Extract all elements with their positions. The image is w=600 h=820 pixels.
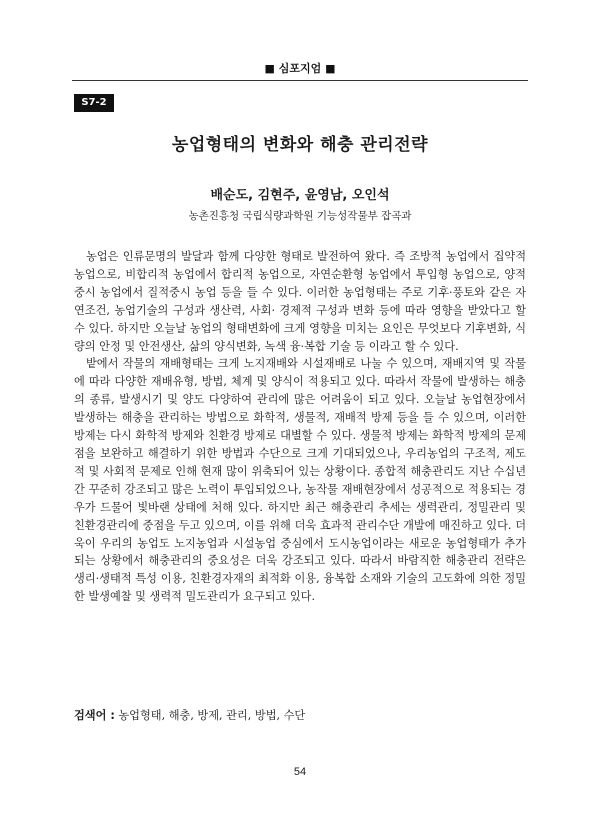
paper-authors: 배순도, 김현주, 윤영남, 오인석 xyxy=(210,188,390,203)
paper-affiliation: 농촌진흥청 국립식량과학원 기능성작물부 잡곡과 xyxy=(188,210,412,222)
header-rule xyxy=(72,80,528,81)
keywords-label: 검색어 : xyxy=(74,709,115,722)
abstract-paragraph: 농업은 인류문명의 발달과 함께 다양한 형태로 발전하여 왔다. 즉 조방적 농업에서 집약적 농업으로, 비합리적 농업에서 합리적 농업으로, 자연순환형 농업에서 투입형 농업으로, 양적중시 농업에서 질적중시 농업 등을 들 수 있다. 이러한 농업형태는 주로 기후·풍토와 같은 자연조건, 농업기술의 구성과 생산력, 사회· 경제적 구성과 변화 등에 따라 영향을 받았다고 할 수 있다. 하지만 오늘날 농업의 형태변화에 크게 영향을 미치는 요인은 무엇보다 기후변화, 식량의 안정 및 안전생산, 삶의 양식변화, 녹색 융·복합 기술 등 이라고 할 수 있다. xyxy=(74,250,526,353)
keywords-text: 농업형태, 해충, 방제, 관리, 방법, 수단 xyxy=(118,709,306,722)
paper-code-badge: S7-2 xyxy=(74,94,114,112)
abstract-body xyxy=(74,248,526,606)
section-header: ■ 심포지엄 ■ xyxy=(264,62,336,75)
page-number: 54 xyxy=(293,766,307,778)
keywords-line xyxy=(74,707,526,724)
abstract-paragraph: 밭에서 작물의 재배형태는 크게 노지재배와 시설재배로 나눌 수 있으며, 재배지역 및 작물에 따라 다양한 재배유형, 방법, 체계 및 양식이 적용되고 있다. 따라서 작물에 발생하는 해충의 종류, 발생시기 및 양도 다양하여 관리에 많은 어려움이 되고 있다. 오늘날 농업현장에서 발생하는 해충을 관리하는 방법으로 화학적, 생물적, 재배적 방제 등을 들 수 있으며, 이러한 방제는 다시 화학적 방제와 친환경 방제로 대별할 수 있다. 생물적 방제는 화학적 방제의 문제점을 보완하고 해결하기 위한 방법과 수단으로 크게 기대되었으나, 우리농업의 구조적, 제도적 및 사회적 문제로 인해 현재 많이 위축되어 있는 상황이다. 종합적 해충관리도 지난 수십년간 꾸준히 강조되고 많은 노력이 투입되었으나, 농작물 재배현장에서 성공적으로 적용되는 경우가 드물어 빛바랜 상태에 처해 있다. 하지만 최근 해충관리 추세는 생력관리, 정밀관리 및 친환경관리에 중점을 두고 있으며, 이를 위해 더욱 효과적 관리수단 개발에 매진하고 있다. 더욱이 우리의 농업도 노지농업과 시설농업 중심에서 도시농업이라는 새로운 농업형태가 추가되는 상황에서 해충관리의 중요성은 더욱 강조되고 있다. 따라서 바람직한 해충관리 전략은 생리·생태적 특성 이용, 친환경자재의 최적화 이용, 융복합 소재와 기술의 고도화에 의한 정밀한 발생예찰 및 생력적 밀도관리가 요구되고 있다. xyxy=(74,357,526,604)
paper-title: 농업형태의 변화와 해충 관리전략 xyxy=(171,135,429,155)
